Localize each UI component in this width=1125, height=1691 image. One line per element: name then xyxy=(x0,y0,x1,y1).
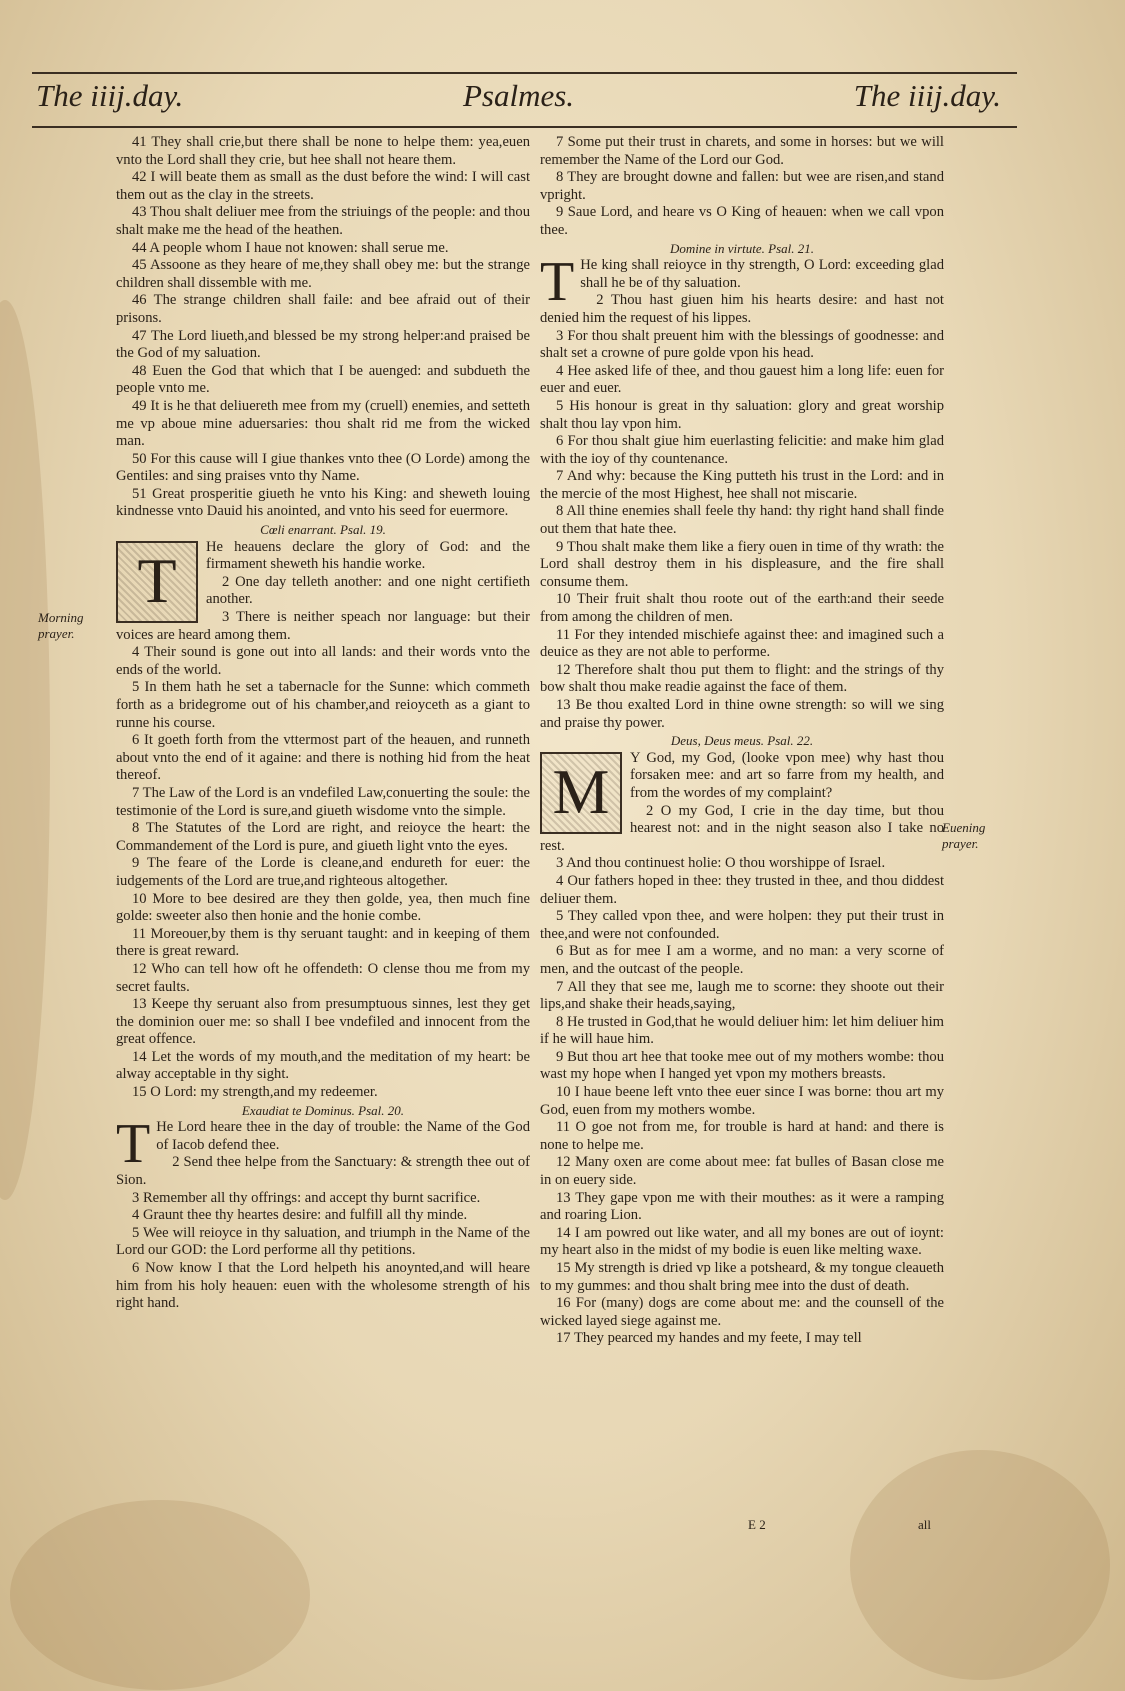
verse: 5 They called vpon thee, and were holpen: they put their trust in thee,and were not confounded. xyxy=(540,908,944,942)
header-right: The iiij.day. xyxy=(853,78,1001,113)
verse: 2 O my God, I crie in the day time, but thou hearest not: and in the night season also I take no rest. xyxy=(540,802,944,854)
verse: 2 One day telleth another: and one night certifieth another. xyxy=(206,573,530,608)
left-text-column xyxy=(116,134,530,1313)
verse: 7 The Law of the Lord is an vndefiled Law,conuerting the soule: the testimonie of the Lord is sure,and giueth wisdome vnto the simple. xyxy=(116,784,530,819)
catchword: all xyxy=(918,1517,931,1532)
psalm-heading: Cœli enarrant. Psal. 19. xyxy=(260,522,386,538)
verse: 51 Great prosperitie giueth he vnto his King: and sheweth louing kindnesse vnto Dauid his anointed, and vnto his seed for euermore. xyxy=(116,485,530,520)
drop-cap: M xyxy=(540,752,622,834)
verse: 14 I am powred out like water, and all my bones are out of ioynt: my heart also in the midst of my bodie is euen like melting waxe. xyxy=(540,1224,944,1259)
psalm-heading: Deus, Deus meus. Psal. 22. xyxy=(670,733,814,749)
verse: 48 Euen the God that which that I be auenged: and subdueth the people vnto me. xyxy=(116,362,530,397)
verse-text: He king shall reioyce in thy strength, O Lord: exceeding glad shall he be of thy saluation. xyxy=(580,257,944,291)
page-stain xyxy=(10,1500,310,1690)
verse: 7 And why: because the King putteth his trust in the Lord: and in the mercie of the most Highest, hee shall not miscarie. xyxy=(540,468,944,502)
verse: 13 They gape vpon me with their mouthes: as it were a ramping and roaring Lion. xyxy=(540,1189,944,1224)
verse: 10 Their fruit shalt thou roote out of the earth:and their seede from among the children of men. xyxy=(540,591,944,626)
verse: 11 O goe not from me, for trouble is hard at hand: and there is none to helpe me. xyxy=(540,1119,944,1153)
signature-mark: E 2 xyxy=(748,1517,766,1532)
verse: 49 It is he that deliuereth mee from my (cruell) enemies, and setteth me vp aboue mine aduersaries: thou shalt rid me from the wicked man. xyxy=(116,397,530,450)
verse: 9 But thou art hee that tooke mee out of my mothers wombe: thou wast my hope when I hanged yet vpon my mothers breasts. xyxy=(540,1048,944,1083)
verse: 41 They shall crie,but there shall be none to helpe them: yea,euen vnto the Lord shall they crie, but hee shall not heare them. xyxy=(116,134,530,168)
verse: 47 The Lord liueth,and blessed be my strong helper:and praised be the God of my saluation. xyxy=(116,327,530,362)
verse: 2 Send thee helpe from the Sanctuary: & strength thee out of Sion. xyxy=(116,1154,530,1189)
verse: 12 Many oxen are come about mee: fat bulles of Basan close me in on euery side. xyxy=(540,1154,944,1189)
drop-cap: T xyxy=(116,541,198,623)
verse: 6 It goeth forth from the vttermost part of the heauen, and runneth about vnto the end of it againe: and there is nothing hid from the heat thereof. xyxy=(116,732,530,784)
drop-cap: T xyxy=(540,251,575,314)
page-stain xyxy=(850,1450,1110,1680)
running-header xyxy=(36,78,1001,124)
margin-note-evening: Euening prayer. xyxy=(942,820,986,851)
verse: 3 Remember all thy offrings: and accept thy burnt sacrifice. xyxy=(132,1189,481,1206)
verse: 44 A people whom I haue not knowen: shall serue me. xyxy=(132,239,449,256)
header-left: The iiij.day. xyxy=(36,78,184,113)
verse: 8 All thine enemies shall feele thy hand: thy right hand shall finde out them that hate thee. xyxy=(540,503,944,538)
verse: 17 They pearced my handes and my feete, I may tell xyxy=(556,1330,862,1347)
verse: 4 Our fathers hoped in thee: they trusted in thee, and thou diddest deliuer them. xyxy=(540,872,944,907)
verse: 4 Hee asked life of thee, and thou gauest him a long life: euen for euer and euer. xyxy=(540,362,944,397)
header-bottom-rule xyxy=(32,126,1017,128)
verse: 6 For thou shalt giue him euerlasting felicitie: and make him glad with the ioy of thy countenance. xyxy=(540,433,944,467)
verse: 8 He trusted in God,that he would deliuer him: let him deliuer him if he will haue him. xyxy=(540,1013,944,1048)
verse: 6 But as for mee I am a worme, and no man: a very scorne of men, and the outcast of the people. xyxy=(540,943,944,977)
verse-text: He heauens declare the glory of God: and the firmament sheweth his handie worke. xyxy=(206,538,530,573)
verse: 8 The Statutes of the Lord are right, and reioyce the heart: the Commandement of the Lord is pure, and giueth light vnto the eyes. xyxy=(116,820,530,854)
verse: 2 Thou hast giuen him his hearts desire: and hast not denied him the request of his lippes. xyxy=(540,292,944,326)
verse: 43 Thou shalt deliuer mee from the striuings of the people: and thou shalt make me the head of the heathen. xyxy=(116,204,530,238)
verse: 16 For (many) dogs are come about me: and the counsell of the wicked layed siege against me. xyxy=(540,1295,944,1329)
right-text-column xyxy=(540,134,944,1348)
verse: 5 His honour is great in thy saluation: glory and great worship shalt thou lay vpon him. xyxy=(540,397,944,432)
psalm-opening-verse xyxy=(540,749,944,827)
verse: 12 Who can tell how oft he offendeth: O clense thou me from my secret faults. xyxy=(116,960,530,995)
verse: 46 The strange children shall faile: and bee afraid out of their prisons. xyxy=(116,292,530,326)
verse: 9 The feare of the Lorde is cleane,and endureth for euer: the iudgements of the Lord are true,and righteous altogether. xyxy=(116,855,530,889)
margin-note-morning: Morning prayer. xyxy=(38,610,84,641)
verse: 6 Now know I that the Lord helpeth his anoynted,and will heare him from his holy heauen: euen with the wholesome strength of his right hand. xyxy=(116,1260,530,1312)
header-top-rule xyxy=(32,72,1017,74)
psalm-heading: Domine in virtute. Psal. 21. xyxy=(669,240,815,256)
drop-cap: T xyxy=(116,1113,151,1176)
page-stain xyxy=(0,300,50,1200)
verse: 15 My strength is dried vp like a potsheard, & my tongue cleaueth to my gummes: and thou shalt bring mee into the dust of death. xyxy=(540,1260,944,1294)
psalm-heading: Exaudiat te Dominus. Psal. 20. xyxy=(241,1102,405,1118)
verse: 4 Their sound is gone out into all lands: and their words vnto the ends of the world. xyxy=(116,644,530,678)
verse: 3 There is neither speach nor language: but their voices are heard among them. xyxy=(116,609,530,643)
verse-text: Y God, my God, (looke vpon mee) why hast thou forsaken mee: and art so farre from my health, and from the wordes of my complaint? xyxy=(630,749,944,801)
verse: 9 Thou shalt make them like a fiery ouen in time of thy wrath: the Lord shall destroy them in his displeasure, and the fire shall consume them. xyxy=(540,538,944,590)
verse: 8 They are brought downe and fallen: but wee are risen,and stand vpright. xyxy=(540,169,944,203)
verse: 15 O Lord: my strength,and my redeemer. xyxy=(132,1084,378,1101)
verse: 7 Some put their trust in charets, and some in horses: but we will remember the Name of the Lord our God. xyxy=(540,134,944,168)
verse: 50 For this cause will I giue thankes vnto thee (O Lorde) among the Gentiles: and sing praises vnto thy Name. xyxy=(116,450,530,485)
verse: 13 Keepe thy seruant also from presumptuous sinnes, lest they get the dominion ouer me: so shall I bee vndefiled and innocent from the great offence. xyxy=(116,996,530,1048)
verse: 42 I will beate them as small as the dust before the wind: I will cast them out as the clay in the streets. xyxy=(116,169,530,203)
verse: 12 Therefore shalt thou put them to flight: and the strings of thy bow shalt thou make readie against the face of them. xyxy=(540,661,944,696)
verse: 14 Let the words of my mouth,and the meditation of my heart: be alway acceptable in thy sight. xyxy=(116,1048,530,1083)
verse: 3 For thou shalt preuent him with the blessings of goodnesse: and shalt set a crowne of pure golde vpon his head. xyxy=(540,327,944,362)
verse: 10 I haue beene left vnto thee euer since I was borne: thou art my God, euen from my mothers wombe. xyxy=(540,1084,944,1118)
verse: 3 And thou continuest holie: O thou worshippe of Israel. xyxy=(556,855,886,872)
verse: 5 Wee will reioyce in thy saluation, and triumph in the Name of the Lord our GOD: the Lord performe all thy petitions. xyxy=(116,1224,530,1259)
verse-text: He Lord heare thee in the day of trouble: the Name of the God of Iacob defend thee. xyxy=(156,1119,530,1153)
header-center: Psalmes. xyxy=(462,78,575,113)
verse: 13 Be thou exalted Lord in thine owne strength: so will we sing and praise thy power. xyxy=(540,697,944,731)
verse: 11 For they intended mischiefe against thee: and imagined such a deuice as they are not able to performe. xyxy=(540,626,944,661)
verse: 45 Assoone as they heare of me,they shall obey me: but the strange children shall dissemble with me. xyxy=(116,257,530,291)
verse: 11 Moreouer,by them is thy seruant taught: and in keeping of them there is great reward. xyxy=(116,925,530,960)
verse: 7 All they that see me, laugh me to scorne: they shoote out their lips,and shake their heads,saying, xyxy=(540,978,944,1013)
verse: 10 More to bee desired are they then golde, yea, then much fine golde: sweeter also then honie and the honie combe. xyxy=(116,890,530,925)
verse: 4 Graunt thee thy heartes desire: and fulfill all thy minde. xyxy=(132,1207,468,1224)
verse: 5 In them hath he set a tabernacle for the Sunne: which commeth forth as a bridegrome out of his chamber,and reioyceth as a giant to runne his course. xyxy=(116,679,530,731)
verse: 9 Saue Lord, and heare vs O King of heauen: when we call vpon thee. xyxy=(540,204,944,238)
